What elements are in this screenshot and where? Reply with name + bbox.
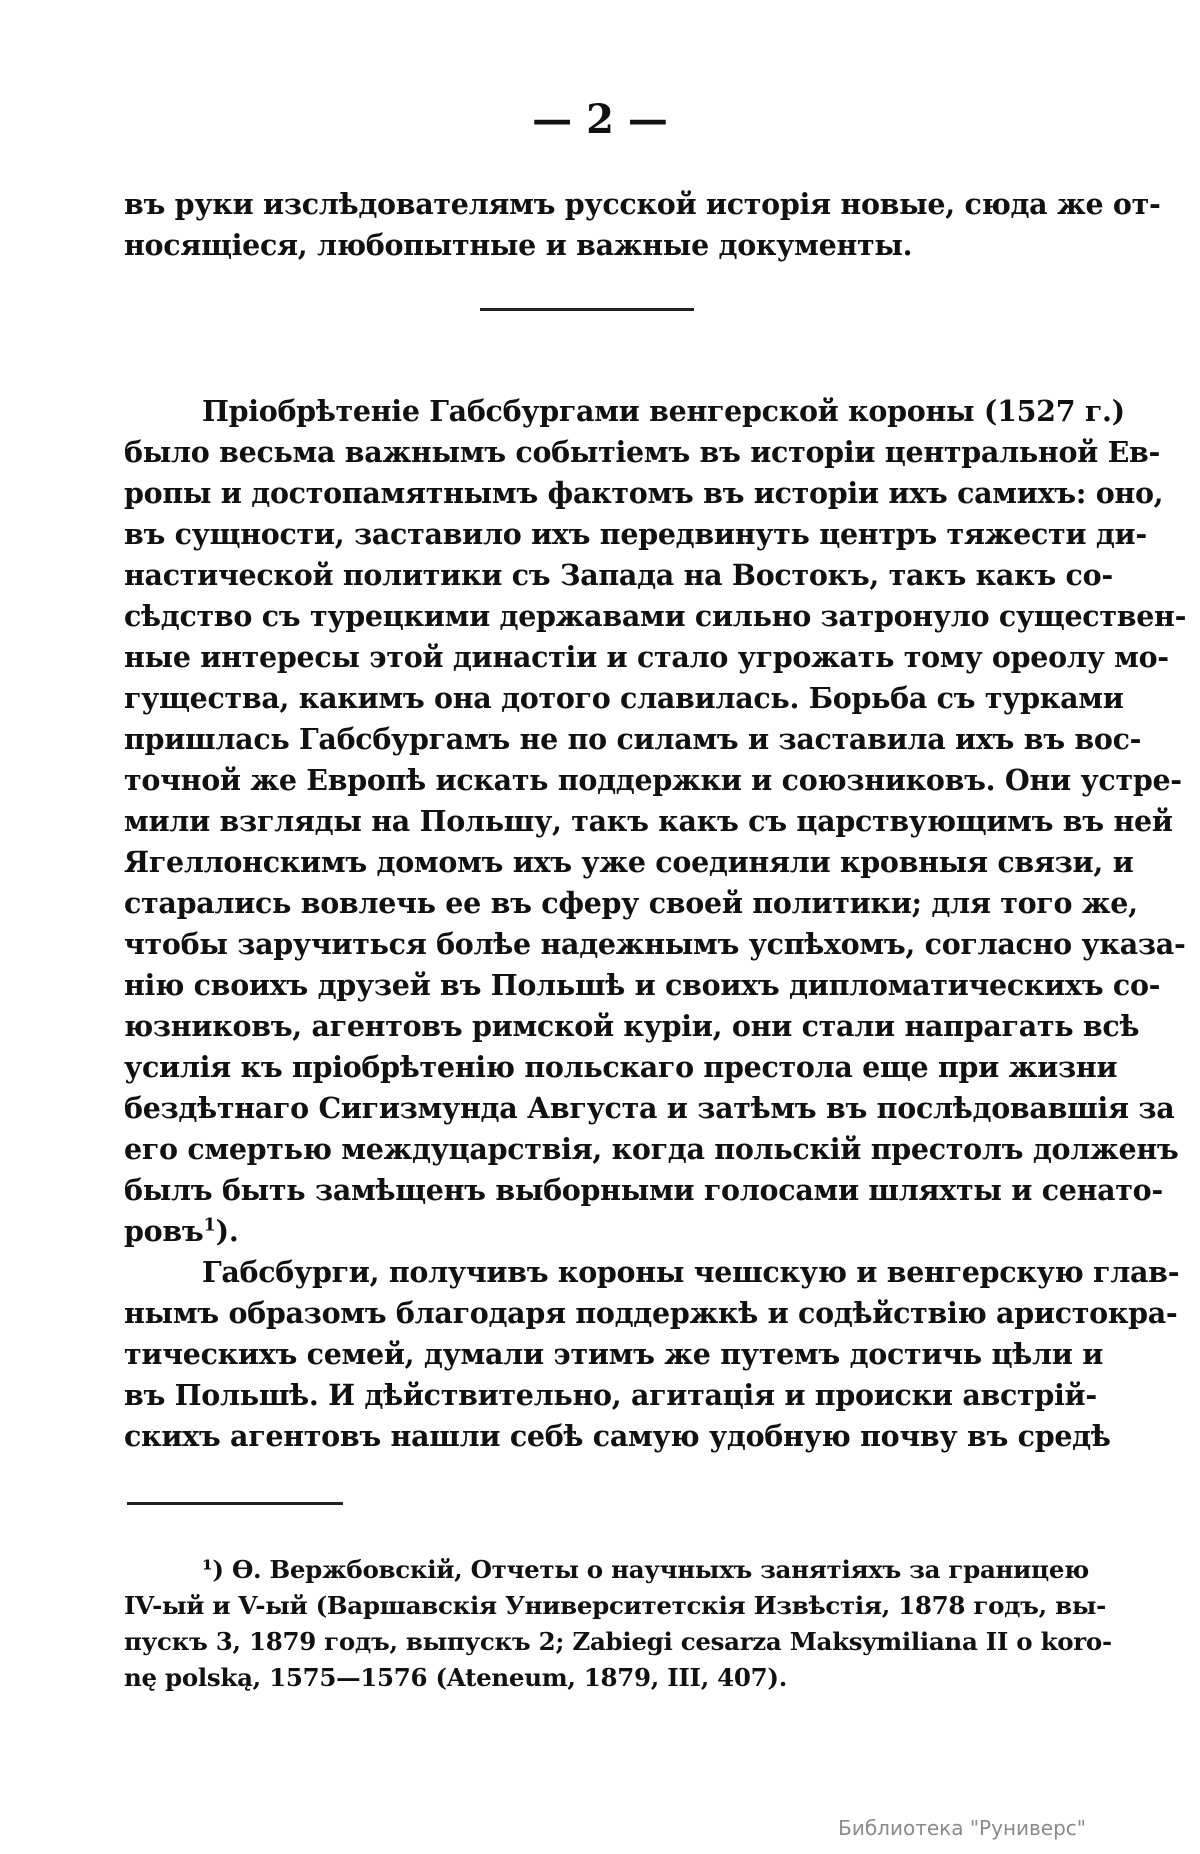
main-text [124, 391, 1187, 1457]
text-line: чтобы заручиться болѣе надежнымъ успѣхомъ, согласно указа- [124, 927, 1186, 961]
text-line: Пріобрѣтеніе Габсбургами венгерской короны (1527 г.) [202, 394, 1125, 428]
text-fragment: ). [215, 1214, 239, 1248]
text-line: настической политики съ Запада на Востокъ, такъ какъ со- [124, 558, 1113, 592]
text-line: носящіеся, любопытные и важные документы. [124, 228, 913, 262]
footnote-mark: ¹) [202, 1555, 224, 1584]
text-line: въ Польшѣ. И дѣйствительно, агитація и происки австрій- [124, 1378, 1097, 1412]
text-line: гущества, какимъ она дотого славилась. Борьба съ турками [124, 681, 1124, 715]
text-line: нію своихъ друзей въ Польшѣ и своихъ дипломатическихъ со- [124, 968, 1161, 1002]
text-line: ропы и достопамятнымъ фактомъ въ исторіи ихъ самихъ: оно, [124, 476, 1164, 510]
text-fragment: ровъ [124, 1214, 204, 1248]
text-line: былъ быть замѣщенъ выборными голосами шляхты и сенато- [124, 1173, 1163, 1207]
text-line: его смертью междуцарствія, когда польскій престолъ долженъ [124, 1132, 1179, 1166]
text-line: Габсбурги, получивъ короны чешскую и венгерскую глав- [202, 1255, 1180, 1289]
text-line: сѣдство съ турецкими державами сильно затронуло существен- [124, 599, 1187, 633]
text-line: въ руки изслѣдователямъ русской исторія новые, сюда же от- [124, 187, 1161, 221]
text-line: скихъ агентовъ нашли себѣ самую удобную почву въ средѣ [124, 1419, 1111, 1453]
intro-paragraph [124, 184, 1161, 266]
text-line: было весьма важнымъ событіемъ въ исторіи центральной Ев- [124, 435, 1161, 469]
text-line: юзниковъ, агентовъ римской куріи, они стали напрагать всѣ [124, 1009, 1140, 1043]
footnote-line: IV-ый и V-ый (Варшавскія Университетскія Извѣстія, 1878 годъ, вы- [124, 1591, 1106, 1620]
text-line: старались вовлечь ее въ сферу своей политики; для того же, [124, 886, 1138, 920]
footnote-line [124, 1552, 1089, 1588]
text-line-with-footnote [124, 1211, 1060, 1252]
footnote [124, 1552, 1112, 1696]
text-line: мили взгляды на Польшу, такъ какъ съ царствующимъ въ ней [124, 804, 1173, 838]
text-line: нымъ образомъ благодаря поддержкѣ и содѣйствію аристокра- [124, 1296, 1178, 1330]
text-fragment: Ѳ. Вержбовскій, Отчеты о научныхъ занятіяхъ за границею [231, 1555, 1089, 1584]
text-line: тическихъ семей, думали этимъ же путемъ достичь цѣли и [124, 1337, 1104, 1371]
text-line: точной же Европѣ искать поддержки и союзниковъ. Они устре- [124, 763, 1182, 797]
text-line: Ягеллонскимъ домомъ ихъ уже соединяли кровныя связи, и [124, 845, 1134, 879]
text-line: пришлась Габсбургамъ не по силамъ и заставила ихъ въ вос- [124, 722, 1142, 756]
text-line: въ сущности, заставило ихъ передвинуть центръ тяжести ди- [124, 517, 1147, 551]
footnote-line: nę polską, 1575—1576 (Ateneum, 1879, III, 407). [124, 1663, 787, 1692]
text-line: бездѣтнаго Сигизмунда Августа и затѣмъ въ послѣдовавшія за [124, 1091, 1175, 1125]
page-number: — 2 — [532, 96, 668, 143]
text-line: ные интересы этой династіи и стало угрожать тому ореолу мо- [124, 640, 1169, 674]
text-line: усилія къ пріобрѣтенію польскаго престола еще при жизни [124, 1050, 1118, 1084]
footnote-line: пускъ 3, 1879 годъ, выпускъ 2; Zabiegi cesarza Maksymiliana II o koro- [124, 1627, 1112, 1656]
footnote-reference[interactable]: 1 [203, 1214, 216, 1236]
footnote-rule [127, 1502, 343, 1505]
library-watermark: Библиотека "Руниверс" [838, 1816, 1086, 1840]
section-separator [480, 308, 694, 311]
